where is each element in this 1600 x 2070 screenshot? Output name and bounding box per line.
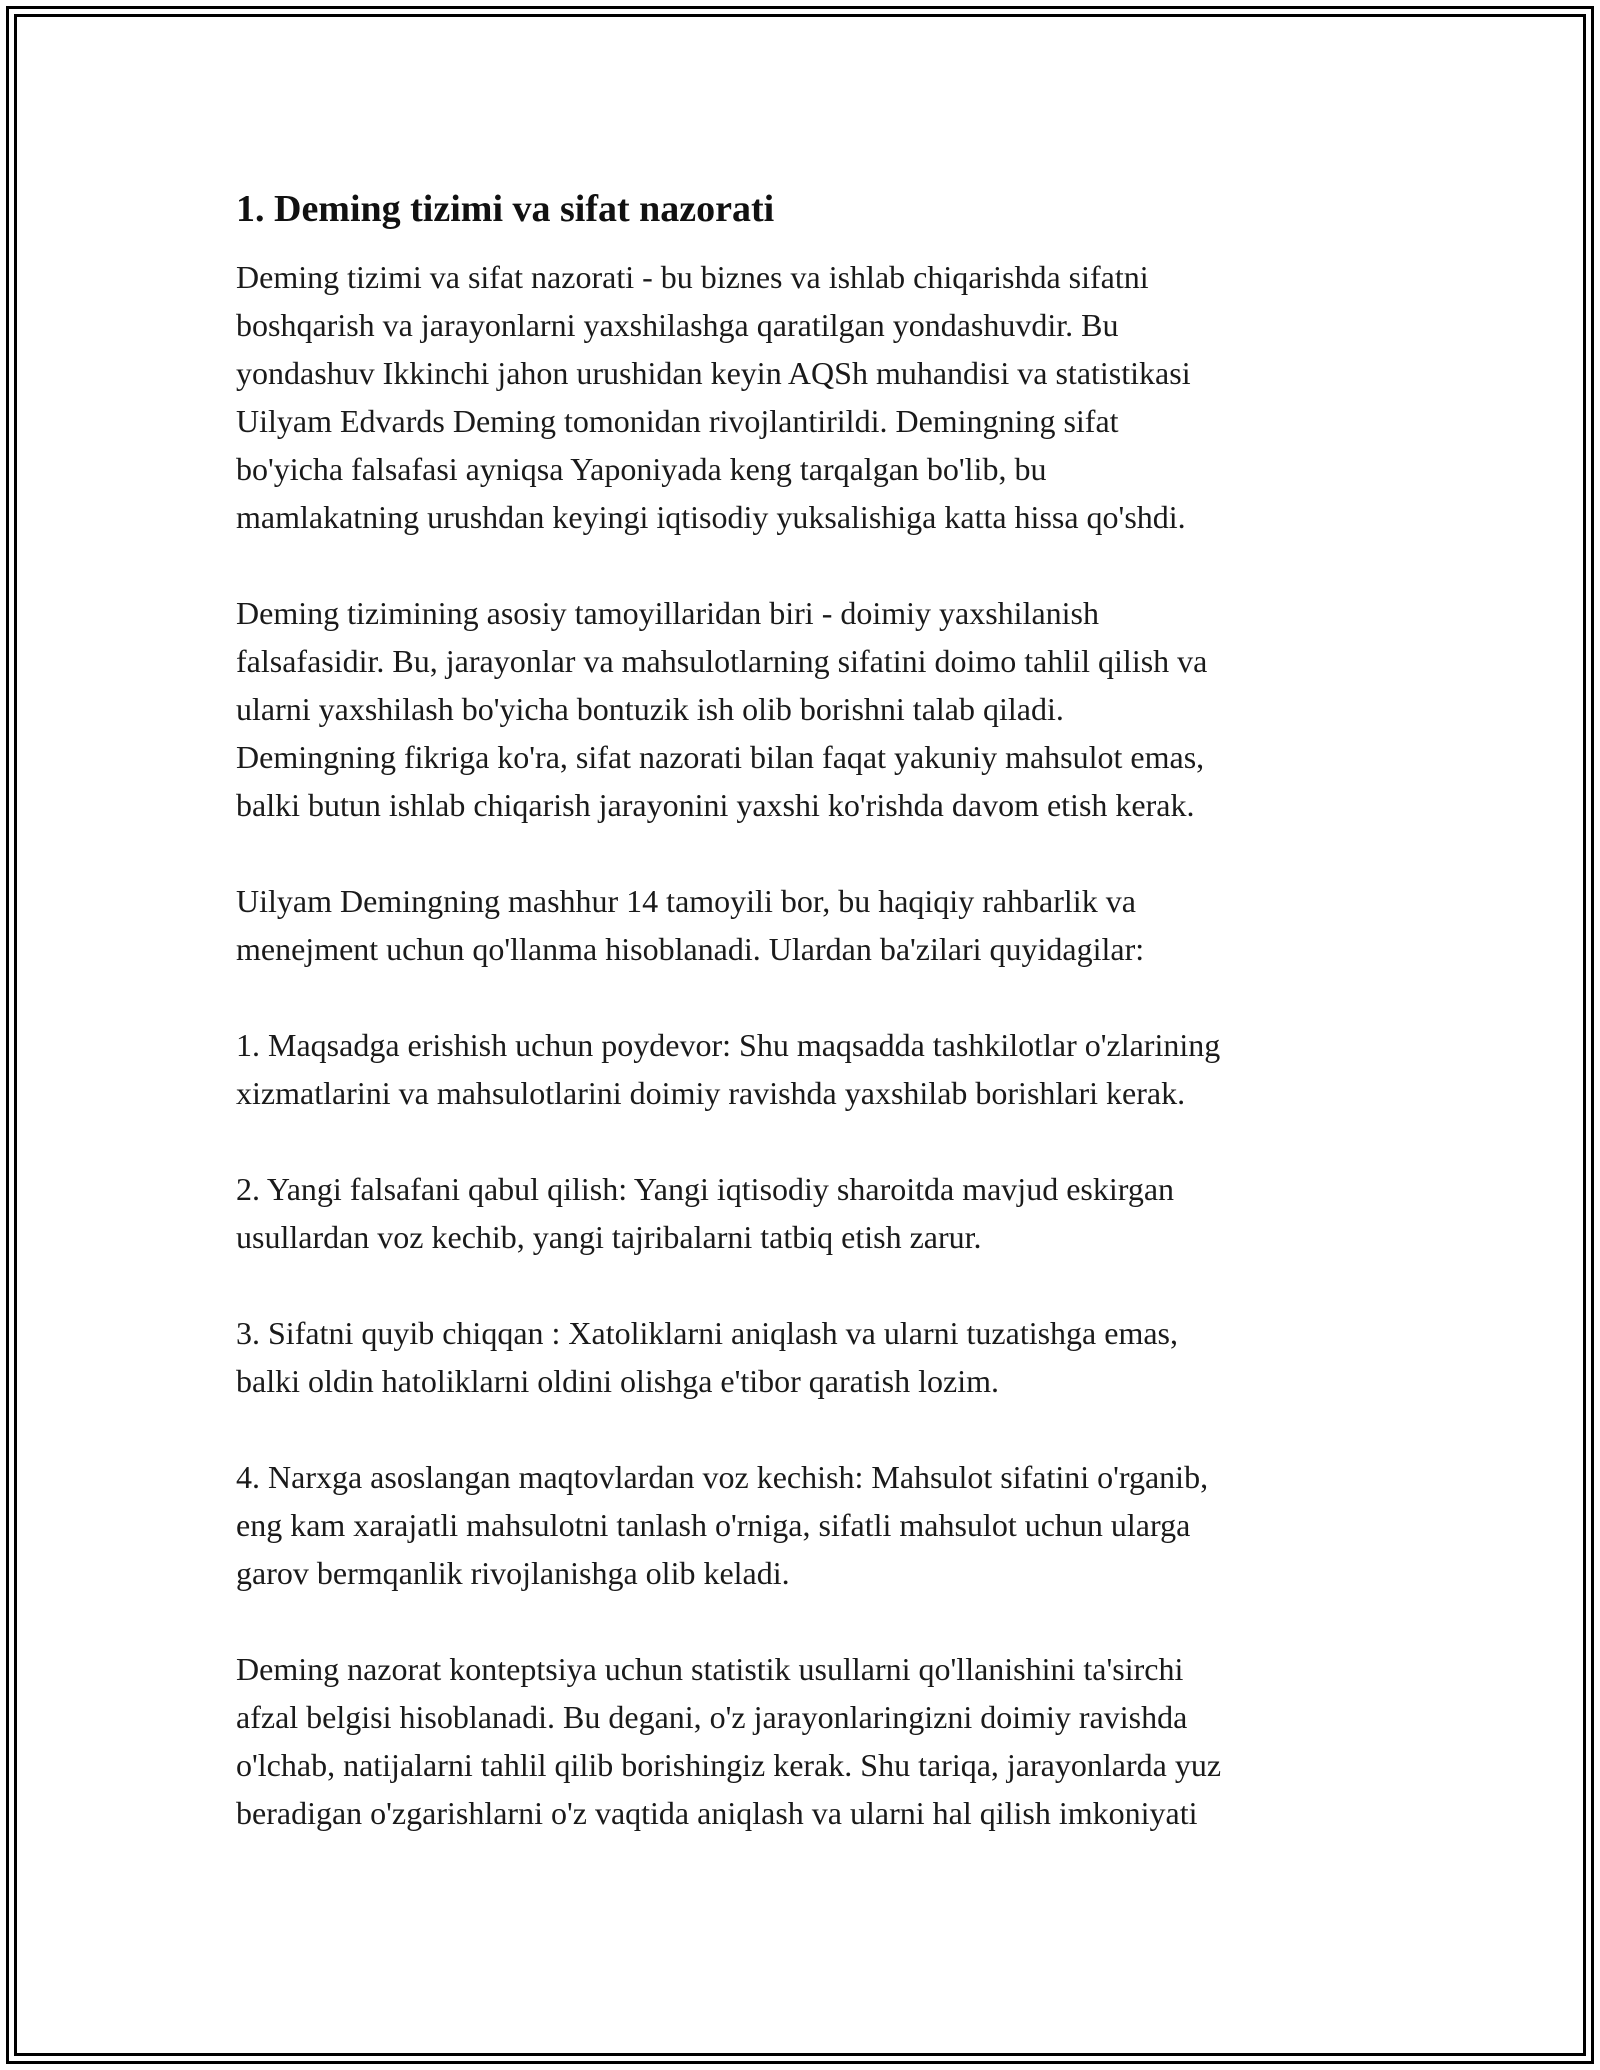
text-line: balki oldin hatoliklarni oldini olishga e'tibor qaratish lozim. bbox=[236, 1363, 999, 1399]
text-line: Deming tizimining asosiy tamoyillaridan biri - doimiy yaxshilanish bbox=[236, 595, 1099, 631]
text-line: beradigan o'zgarishlarni o'z vaqtida aniqlash va ularni hal qilish imkoniyati bbox=[236, 1795, 1198, 1831]
text-line: balki butun ishlab chiqarish jarayonini yaxshi ko'rishda davom etish kerak. bbox=[236, 787, 1195, 823]
principle-item-4 bbox=[236, 1453, 1386, 1597]
text-line: yondashuv Ikkinchi jahon urushidan keyin AQSh muhandisi va statistikasi bbox=[236, 355, 1191, 391]
text-line: 3. Sifatni quyib chiqqan : Xatoliklarni aniqlash va ularni tuzatishga emas, bbox=[236, 1315, 1178, 1351]
text-line: o'lchab, natijalarni tahlil qilib borishingiz kerak. Shu tariqa, jarayonlarda yuz bbox=[236, 1747, 1222, 1783]
text-line: garov bermqanlik rivojlanishga olib keladi. bbox=[236, 1555, 790, 1591]
paragraph-intro bbox=[236, 253, 1386, 541]
text-line: Deming nazorat konteptsiya uchun statistik usullarni qo'llanishini ta'sirchi bbox=[236, 1651, 1184, 1687]
text-line: ularni yaxshilash bo'yicha bontuzik ish olib borishni talab qiladi. bbox=[236, 691, 1064, 727]
document-body bbox=[236, 185, 1386, 1885]
paragraph-statistical-methods bbox=[236, 1645, 1386, 1837]
text-line: 1. Maqsadga erishish uchun poydevor: Shu maqsadda tashkilotlar o'zlarining bbox=[236, 1027, 1221, 1063]
text-line: 2. Yangi falsafani qabul qilish: Yangi iqtisodiy sharoitda mavjud eskirgan bbox=[236, 1171, 1175, 1207]
text-line: mamlakatning urushdan keyingi iqtisodiy yuksalishiga katta hissa qo'shdi. bbox=[236, 499, 1186, 535]
text-line: xizmatlarini va mahsulotlarini doimiy ravishda yaxshilab borishlari kerak. bbox=[236, 1075, 1186, 1111]
text-line: afzal belgisi hisoblanadi. Bu degani, o'z jarayonlaringizni doimiy ravishda bbox=[236, 1699, 1188, 1735]
principle-item-1 bbox=[236, 1021, 1386, 1117]
text-line: bo'yicha falsafasi ayniqsa Yaponiyada keng tarqalgan bo'lib, bu bbox=[236, 451, 1047, 487]
principle-item-2 bbox=[236, 1165, 1386, 1261]
text-line: Uilyam Demingning mashhur 14 tamoyili bor, bu haqiqiy rahbarlik va bbox=[236, 883, 1136, 919]
text-line: Demingning fikriga ko'ra, sifat nazorati bilan faqat yakuniy mahsulot emas, bbox=[236, 739, 1205, 775]
text-line: boshqarish va jarayonlarni yaxshilashga qaratilgan yondashuvdir. Bu bbox=[236, 307, 1119, 343]
text-line: 4. Narxga asoslangan maqtovlardan voz kechish: Mahsulot sifatini o'rganib, bbox=[236, 1459, 1209, 1495]
text-line: Deming tizimi va sifat nazorati - bu biznes va ishlab chiqarishda sifatni bbox=[236, 259, 1149, 295]
principle-item-3 bbox=[236, 1309, 1386, 1405]
paragraph-14-principles bbox=[236, 877, 1386, 973]
text-line: menejment uchun qo'llanma hisoblanadi. Ulardan ba'zilari quyidagilar: bbox=[236, 931, 1145, 967]
text-line: falsafasidir. Bu, jarayonlar va mahsulotlarning sifatini doimo tahlil qilish va bbox=[236, 643, 1208, 679]
text-line: usullardan voz kechib, yangi tajribalarni tatbiq etish zarur. bbox=[236, 1219, 982, 1255]
text-line: Uilyam Edvards Deming tomonidan rivojlantirildi. Demingning sifat bbox=[236, 403, 1119, 439]
text-line: eng kam xarajatli mahsulotni tanlash o'rniga, sifatli mahsulot uchun ularga bbox=[236, 1507, 1191, 1543]
section-title: 1. Deming tizimi va sifat nazorati bbox=[236, 188, 775, 230]
paragraph-continuous-improvement bbox=[236, 589, 1386, 829]
